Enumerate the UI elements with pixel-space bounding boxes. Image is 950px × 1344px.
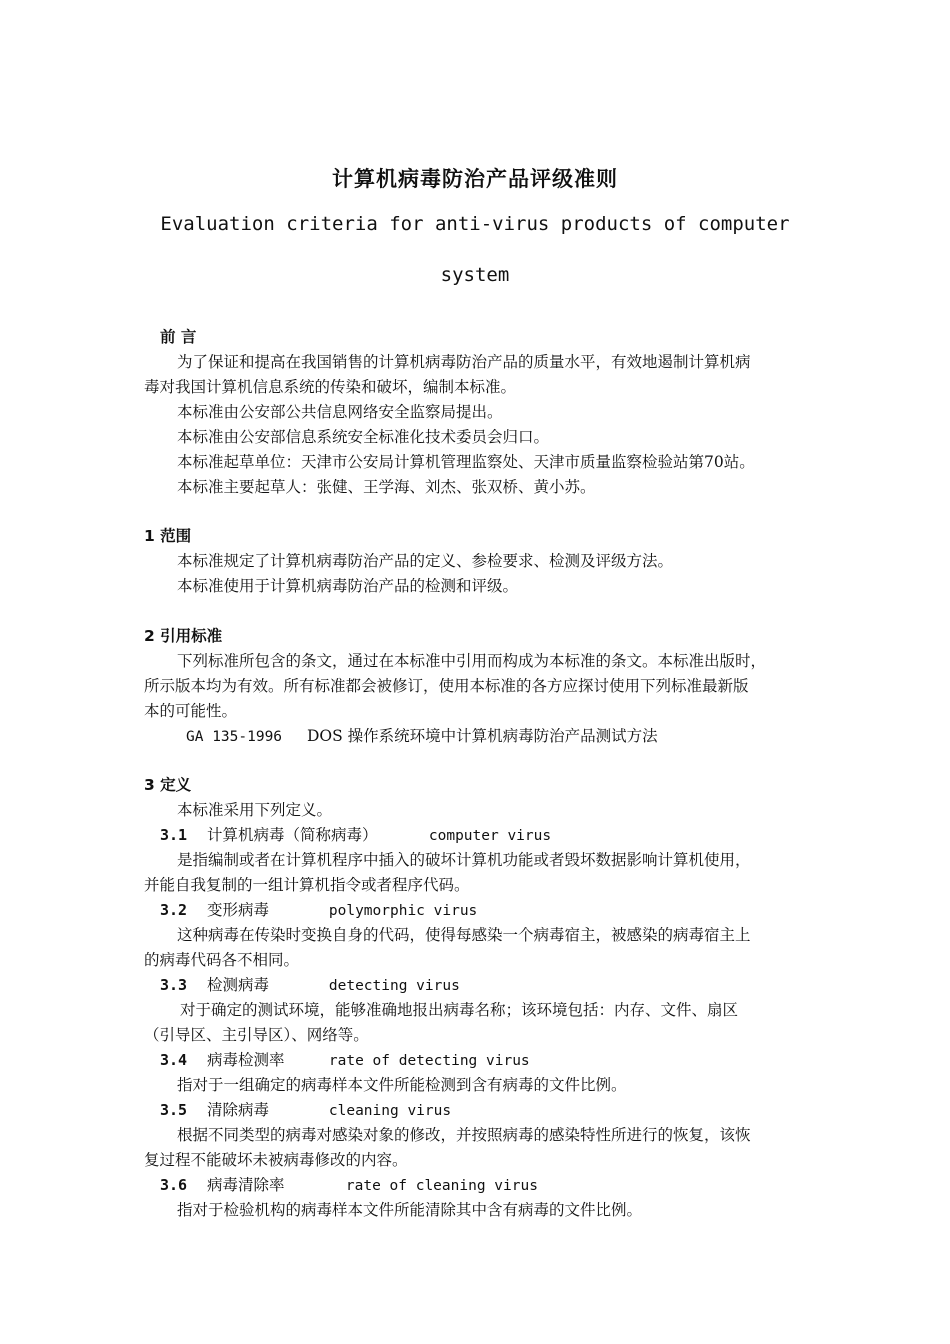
term-definition: 复过程不能破坏未被病毒修改的内容。 (144, 1151, 408, 1169)
term-heading (160, 825, 551, 846)
foreword-paragraph: 本标准由公安部公共信息网络安全监察局提出。 (177, 403, 503, 421)
section-2-paragraph: 所示版本均为有效。所有标准都会被修订，使用本标准的各方应探讨使用下列标准最新版 (144, 677, 749, 695)
term-definition: 指对于一组确定的病毒样本文件所能检测到含有病毒的文件比例。 (177, 1076, 627, 1094)
term-number: 3.3 (160, 976, 188, 994)
term-number: 3.5 (160, 1101, 188, 1119)
term-name-cn: 病毒检测率 (206, 1051, 285, 1069)
normative-reference (186, 726, 658, 747)
foreword-paragraph: 本标准起草单位：天津市公安局计算机管理监察处、天津市质量监察检验站第70站。 (177, 453, 755, 471)
section-3-heading: 3 定义 (144, 776, 192, 794)
term-name-cn: 变形病毒 (206, 901, 269, 919)
term-definition: （引导区、主引导区）、网络等。 (144, 1026, 369, 1044)
foreword-heading: 前 言 (160, 328, 197, 346)
term-definition: 对于确定的测试环境，能够准确地报出病毒名称；该环境包括：内存、文件、扇区 (180, 1001, 739, 1019)
term-definition: 的病毒代码各不相同。 (144, 951, 300, 969)
term-number: 3.4 (160, 1051, 188, 1069)
term-name-cn: 清除病毒 (206, 1101, 269, 1119)
term-heading (160, 1100, 451, 1121)
document-title-en-line1: Evaluation criteria for anti-virus products of computer (160, 213, 790, 235)
foreword-paragraph: 本标准由公安部信息系统安全标准化技术委员会归口。 (177, 428, 550, 446)
term-name-cn: 计算机病毒（简称病毒） (206, 826, 378, 844)
term-name-en: rate of cleaning virus (345, 1178, 538, 1194)
document-title-cn: 计算机病毒防治产品评级准则 (332, 167, 618, 191)
document-title-en-line2: system (440, 264, 510, 286)
term-heading (160, 1050, 530, 1071)
section-2-paragraph: 本的可能性。 (144, 702, 238, 720)
term-heading (160, 1175, 538, 1196)
section-2-heading: 2 引用标准 (144, 627, 223, 645)
term-name-en: computer virus (428, 828, 552, 844)
reference-title: DOS 操作系统环境中计算机病毒防治产品测试方法 (306, 727, 658, 745)
term-number: 3.2 (160, 901, 188, 919)
term-number: 3.6 (160, 1176, 188, 1194)
term-name-cn: 病毒清除率 (206, 1176, 285, 1194)
term-name-en: cleaning virus (328, 1103, 452, 1119)
term-name-en: detecting virus (328, 978, 460, 994)
term-definition: 指对于检验机构的病毒样本文件所能清除其中含有病毒的文件比例。 (177, 1201, 643, 1219)
section-3-intro: 本标准采用下列定义。 (177, 801, 333, 819)
term-number: 3.1 (160, 826, 188, 844)
term-name-en: rate of detecting virus (328, 1053, 530, 1069)
foreword-paragraph: 为了保证和提高在我国销售的计算机病毒防治产品的质量水平，有效地遏制计算机病 (177, 353, 751, 371)
term-name-cn: 检测病毒 (206, 976, 269, 994)
term-definition: 是指编制或者在计算机程序中插入的破坏计算机功能或者毁坏数据影响计算机使用， (177, 851, 751, 869)
reference-code: GA 135-1996 (186, 729, 283, 745)
section-1-paragraph: 本标准使用于计算机病毒防治产品的检测和评级。 (177, 577, 519, 595)
term-definition: 这种病毒在传染时变换自身的代码，使得每感染一个病毒宿主，被感染的病毒宿主上 (177, 926, 751, 944)
foreword-paragraph: 本标准主要起草人：张健、王学海、刘杰、张双桥、黄小苏。 (177, 478, 596, 496)
section-1-heading: 1 范围 (144, 527, 192, 545)
term-heading (160, 975, 460, 996)
term-heading (160, 900, 477, 921)
term-definition: 并能自我复制的一组计算机指令或者程序代码。 (144, 876, 470, 894)
section-2-paragraph: 下列标准所包含的条文，通过在本标准中引用而构成为本标准的条文。本标准出版时， (177, 652, 767, 670)
section-1-paragraph: 本标准规定了计算机病毒防治产品的定义、参检要求、检测及评级方法。 (177, 552, 674, 570)
foreword-paragraph: 毒对我国计算机信息系统的传染和破坏，编制本标准。 (144, 378, 517, 396)
term-name-en: polymorphic virus (328, 903, 478, 919)
term-definition: 根据不同类型的病毒对感染对象的修改，并按照病毒的感染特性所进行的恢复，该恢 (177, 1126, 751, 1144)
